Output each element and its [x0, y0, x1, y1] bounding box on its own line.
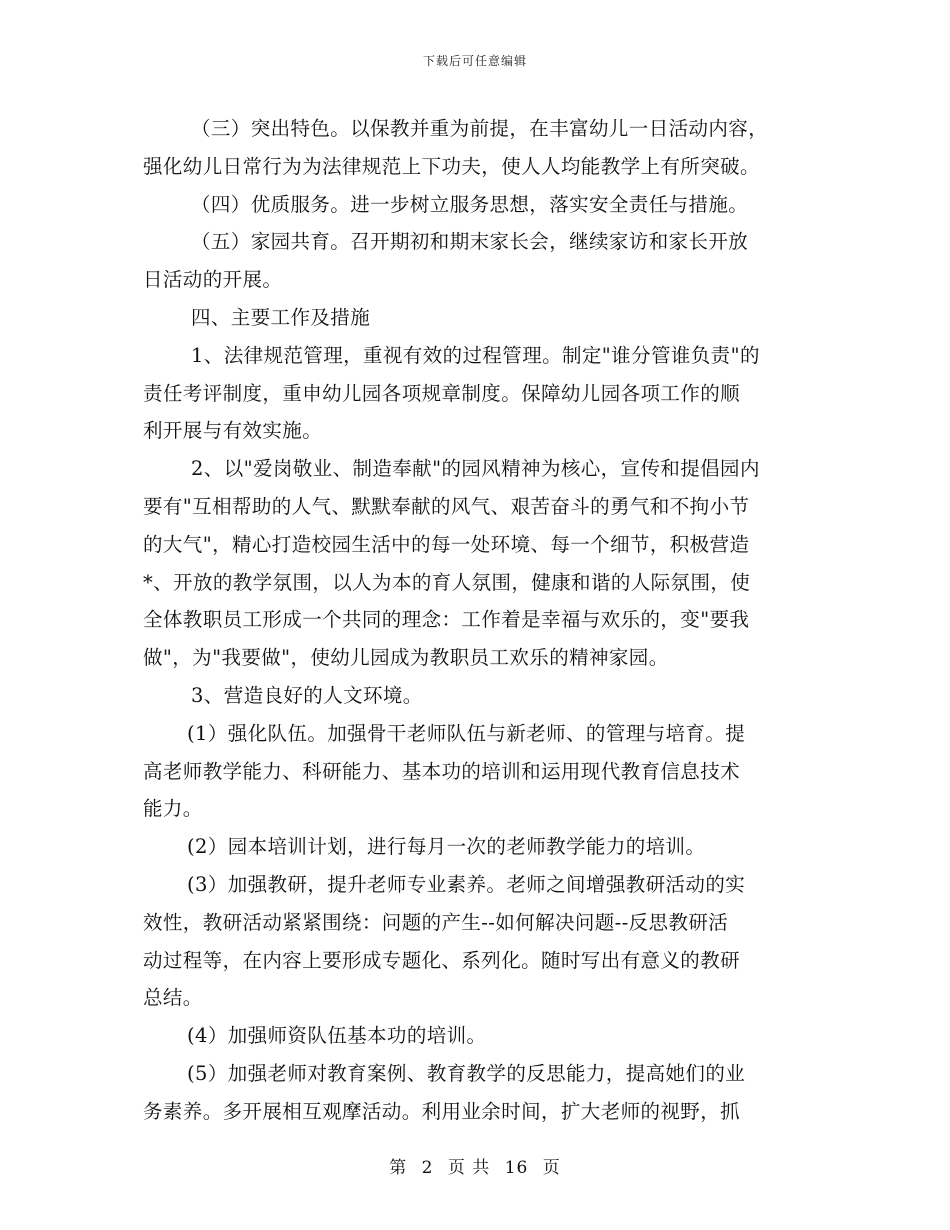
paragraph-line: 高老师教学能力、科研能力、基本功的培训和运用现代教育信息技术 [143, 759, 741, 783]
paragraph-line: 1、法律规范管理，重视有效的过程管理。制定"谁分管谁负责"的 [191, 343, 760, 367]
paragraph-line: （五）家园共育。召开期初和期末家长会，继续家访和家长开放 [191, 230, 749, 254]
section-heading: 四、主要工作及措施 [191, 305, 371, 329]
paragraph-line: 动过程等，在内容上要形成专题化、系列化。随时写出有意义的教研 [143, 948, 741, 972]
paragraph-line: (3）加强教研，提升老师专业素养。老师之间增强教研活动的实 [187, 872, 746, 896]
footer-middle: 页 共 [447, 1158, 491, 1178]
footer-prefix: 第 [389, 1158, 408, 1178]
footer-total-pages: 16 [504, 1158, 529, 1178]
paragraph-line: 能力。 [143, 797, 203, 821]
paragraph-line: 的大气"，精心打造校园生活中的每一处环境、每一个细节，积极营造 [143, 532, 750, 556]
page-footer [0, 1153, 950, 1178]
paragraph-line: 务素养。多开展相互观摩活动。利用业余时间，扩大老师的视野，抓 [143, 1099, 741, 1123]
paragraph-line: *、开放的教学氛围，以人为本的育人氛围，健康和谐的人际氛围，使 [143, 570, 751, 594]
paragraph-line: 3、营造良好的人文环境。 [191, 683, 423, 707]
page-header [0, 52, 950, 69]
paragraph-line: (1）强化队伍。加强骨干老师队伍与新老师、的管理与培育。提 [187, 721, 746, 745]
paragraph-line: （三）突出特色。以保教并重为前提，在丰富幼儿一日活动内容， [191, 117, 769, 140]
paragraph-line: (2）园本培训计划，进行每月一次的老师教学能力的培训。 [187, 835, 706, 859]
document-body [143, 110, 811, 1131]
paragraph-line: (4）加强师资队伍基本功的培训。 [187, 1024, 487, 1048]
footer-suffix: 页 [542, 1158, 561, 1178]
paragraph-line: 2、以"爱岗敬业、制造奉献"的园风精神为核心，宣传和提倡园内 [191, 457, 760, 481]
paragraph-line: （四）优质服务。进一步树立服务思想，落实安全责任与措施。 [191, 192, 749, 216]
paragraph-line: 总结。 [143, 986, 203, 1010]
paragraph-line: 强化幼儿日常行为为法律规范上下功夫，使人人均能教学上有所突破。 [143, 154, 760, 178]
paragraph-line: 利开展与有效实施。 [143, 419, 323, 443]
paragraph-line: 做"，为"我要做"，使幼儿园成为教职员工欢乐的精神家园。 [143, 646, 669, 670]
paragraph-line: 效性，教研活动紧紧围绕：问题的产生--如何解决问题--反思教研活 [143, 910, 729, 934]
paragraph-line: (5）加强老师对教育案例、教育教学的反思能力，提高她们的业 [187, 1061, 746, 1085]
paragraph-line: 要有"互相帮助的人气、默默奉献的风气、艰苦奋斗的勇气和不拘小节 [143, 494, 750, 518]
paragraph-line: 日活动的开展。 [143, 268, 283, 292]
footer-page-number: 2 [421, 1158, 434, 1178]
header-text: 下载后可任意编辑 [422, 54, 527, 68]
paragraph-line: 责任考评制度，重申幼儿园各项规章制度。保障幼儿园各项工作的顺 [143, 381, 741, 405]
paragraph-line: 全体教职员工形成一个共同的理念：工作着是幸福与欢乐的，变"要我 [143, 608, 750, 632]
